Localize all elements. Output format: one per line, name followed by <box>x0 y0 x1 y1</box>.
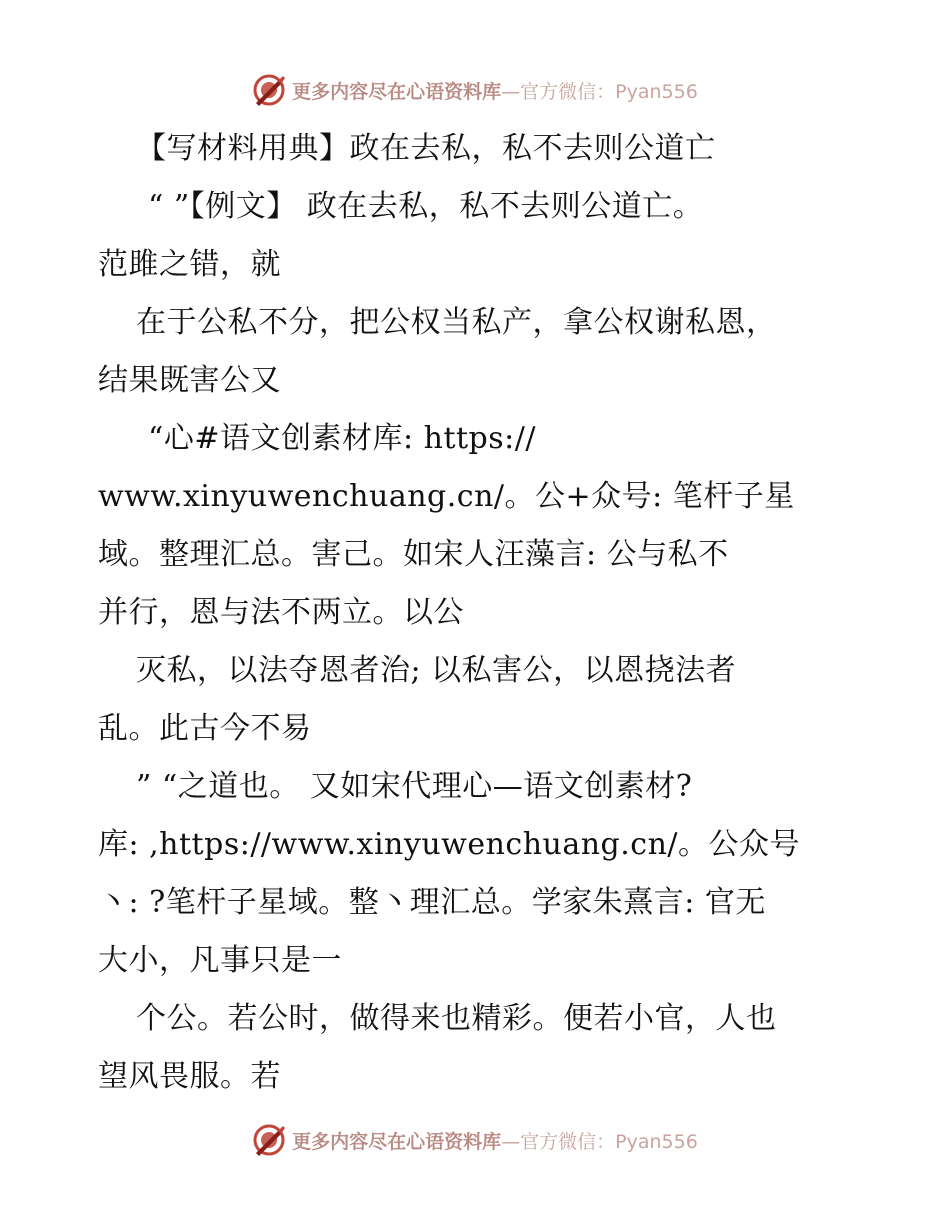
text-line: 并行，恩与法不两立。以公 <box>98 595 464 630</box>
text-line: ” “之道也。 又如宋代理心—语文创素材? <box>136 769 693 804</box>
watermark-text <box>292 1127 698 1154</box>
text-line: 望风畏服。若 <box>98 1059 281 1094</box>
watermark-wechat: —官方微信：Pyan556 <box>501 80 698 103</box>
text-line: 库: ,https://www.xinyuwenchuang.cn/。公众号 <box>98 827 801 862</box>
footer-watermark <box>252 1123 698 1157</box>
watermark-wechat: —官方微信：Pyan556 <box>501 1130 698 1153</box>
watermark-site-name: 更多内容尽在心语资料库 <box>292 80 502 103</box>
header-watermark-banner <box>0 70 950 110</box>
watermark-text <box>292 77 698 104</box>
document-body <box>98 120 858 1106</box>
pen-logo-icon <box>252 1123 286 1157</box>
text-line: 个公。若公时，做得来也精彩。便若小官，人也 <box>136 1001 777 1036</box>
text-line: 域。整理汇总。害己。如宋人汪藻言: 公与私不 <box>98 537 729 572</box>
text-line: 结果既害公又 <box>98 363 281 398</box>
text-line: www.xinyuwenchuang.cn/。公+众号: 笔杆子星 <box>98 479 795 514</box>
pen-logo-icon <box>252 73 286 107</box>
text-line: 大小，凡事只是一 <box>98 943 342 978</box>
watermark-site-name: 更多内容尽在心语资料库 <box>292 1130 502 1153</box>
footer-watermark-banner <box>0 1120 950 1160</box>
text-line: 【写材料用典】政在去私，私不去则公道亡 <box>136 131 716 166</box>
header-watermark <box>252 73 698 107</box>
text-line: 在于公私不分，把公权当私产，拿公权谢私恩， <box>136 305 777 340</box>
text-line: 乱。此古今不易 <box>98 711 312 746</box>
text-line: “ ”【例文】 政在去私，私不去则公道亡。 <box>148 189 704 224</box>
text-line: 丶: ?笔杆子星域。整丶理汇总。学家朱熹言: 官无 <box>98 885 766 920</box>
text-line: “心#语文创素材库: https:// <box>148 421 536 456</box>
text-line: 灭私，以法夺恩者治; 以私害公，以恩挠法者 <box>136 653 737 688</box>
text-line: 范雎之错，就 <box>98 247 281 282</box>
